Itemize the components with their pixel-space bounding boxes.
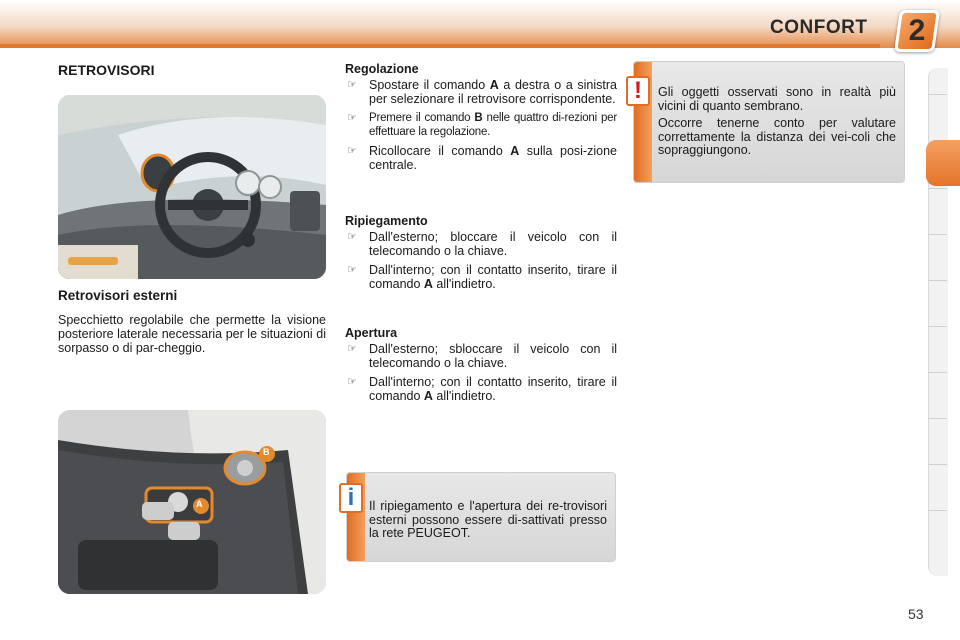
label-a-marker: A bbox=[196, 499, 203, 509]
pointing-hand-icon: ☞ bbox=[347, 376, 357, 388]
chapter-number: 2 bbox=[908, 14, 926, 47]
description-paragraph: Specchietto regolabile che permette la visione posteriore laterale necessaria per le situazioni di sorpasso o di par-cheggio. bbox=[58, 313, 326, 355]
ripiegamento-title: Ripiegamento bbox=[345, 214, 428, 228]
tab-divider bbox=[929, 464, 947, 465]
info-icon: i bbox=[339, 483, 363, 513]
pointing-hand-icon: ☞ bbox=[347, 231, 357, 243]
page-number: 53 bbox=[908, 606, 924, 622]
tab-divider bbox=[929, 510, 947, 511]
pointing-hand-icon: ☞ bbox=[347, 79, 357, 91]
chapter-badge bbox=[894, 10, 940, 52]
warning-paragraph-2: Occorre tenerne conto per valutare correttamente la distanza dei vei-coli che sopraggiungono. bbox=[658, 116, 896, 157]
regolazione-section bbox=[345, 62, 617, 178]
warning-box-text bbox=[658, 86, 896, 158]
subsection-heading: Retrovisori esterni bbox=[58, 288, 178, 303]
ripiegamento-step-1: ☞ Dall'esterno; bloccare il veicolo con il telecomando o la chiave. bbox=[347, 230, 617, 258]
apertura-step-2: ☞ Dall'interno; con il contatto inserito, tirare il comando A all'indietro. bbox=[347, 375, 617, 403]
tab-divider bbox=[929, 280, 947, 281]
chapter-title: CONFORT bbox=[770, 17, 868, 38]
section-heading: RETROVISORI bbox=[58, 62, 155, 78]
tab-divider bbox=[929, 188, 947, 189]
dashboard-photo bbox=[58, 95, 326, 279]
warning-paragraph-1: Gli oggetti osservati sono in realtà più vicini di quanto sembrano. bbox=[658, 85, 896, 113]
info-box bbox=[347, 473, 615, 561]
pointing-hand-icon: ☞ bbox=[347, 264, 357, 276]
apertura-title: Apertura bbox=[345, 326, 398, 340]
door-controls-photo bbox=[58, 410, 326, 594]
tab-divider bbox=[929, 326, 947, 327]
apertura-section bbox=[345, 326, 617, 409]
warning-box bbox=[634, 62, 904, 182]
tab-divider bbox=[929, 372, 947, 373]
tab-divider bbox=[929, 418, 947, 419]
warning-exclamation-icon: ! bbox=[626, 76, 650, 106]
tab-active-chapter[interactable] bbox=[926, 140, 960, 186]
dashboard-illustration bbox=[58, 95, 326, 279]
regolazione-step-3: ☞ Ricollocare il comando A sulla posi-zione centrale. bbox=[347, 144, 617, 172]
tab-divider bbox=[929, 234, 947, 235]
regolazione-title: Regolazione bbox=[345, 62, 419, 76]
tab-divider bbox=[929, 94, 947, 95]
pointing-hand-icon: ☞ bbox=[347, 145, 357, 157]
header-rule bbox=[0, 44, 880, 48]
pointing-hand-icon: ☞ bbox=[347, 112, 357, 124]
pointing-hand-icon: ☞ bbox=[347, 343, 357, 355]
regolazione-step-2: ☞ Premere il comando B nelle quattro di-rezioni per effettuare la regolazione. bbox=[347, 112, 617, 138]
label-b-marker: B bbox=[263, 447, 270, 457]
ripiegamento-step-2: ☞ Dall'interno; con il contatto inserito, tirare il comando A all'indietro. bbox=[347, 263, 617, 291]
door-controls-illustration bbox=[58, 410, 326, 594]
regolazione-step-1: ☞ Spostare il comando A a destra o a sinistra per selezionare il retrovisore corrispondente. bbox=[347, 78, 617, 106]
ripiegamento-section bbox=[345, 214, 617, 297]
info-box-text: Il ripiegamento e l'apertura dei re-trovisori esterni possono essere di-sattivati presso la rete PEUGEOT. bbox=[369, 499, 607, 540]
apertura-step-1: ☞ Dall'esterno; sbloccare il veicolo con il telecomando o la chiave. bbox=[347, 342, 617, 370]
